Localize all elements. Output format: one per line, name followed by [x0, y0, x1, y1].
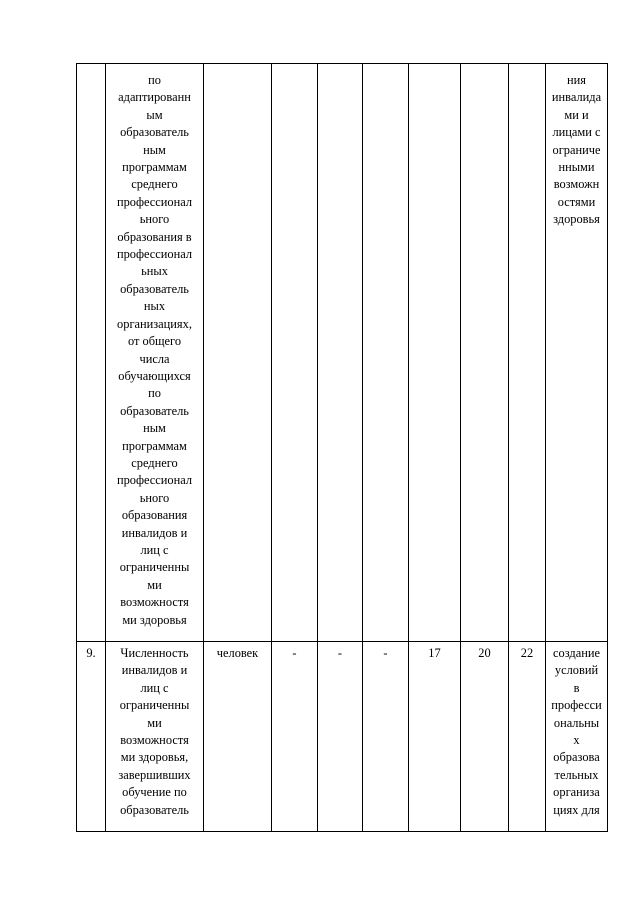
- value-cell: [409, 64, 461, 642]
- unit: человек: [216, 646, 259, 660]
- unit-cell: [204, 64, 272, 642]
- indicator-name: по адаптированн ым образователь ным программам среднего профессионал ьного образования в профессионал ьных образователь ных организациях, от общего числа обучающихся по образователь ным программам среднего профессионал ьного образования инвалидов и лиц с ограниченны ми возможностя ми здоровья: [116, 73, 193, 627]
- value: -: [383, 646, 388, 660]
- value-cell: [272, 64, 318, 642]
- unit: [204, 64, 271, 72]
- value-cell: [363, 642, 409, 832]
- table-row: [77, 642, 608, 832]
- value-cell: [363, 64, 409, 642]
- row-number: 9.: [86, 646, 96, 660]
- note: ния инвалида ми и лицами с ограниче нными возможн остями здоровья: [551, 73, 602, 227]
- indicator-name: Численность инвалидов и лиц с ограниченны ми возможностя ми здоровья, завершивших обучение по образователь: [118, 646, 191, 817]
- value-cell: [272, 642, 318, 832]
- note-cell: [546, 642, 608, 832]
- value-cell: [409, 642, 461, 832]
- value: -: [292, 646, 297, 660]
- value: -: [337, 646, 343, 660]
- value: [318, 64, 362, 72]
- value: [509, 64, 545, 72]
- value: [461, 64, 508, 72]
- value: [409, 64, 460, 72]
- table-row: [77, 64, 608, 642]
- value-cell: [461, 642, 509, 832]
- value-cell: [461, 64, 509, 642]
- note-cell: [546, 64, 608, 642]
- value-cell: [318, 642, 363, 832]
- value-cell: [509, 642, 546, 832]
- row-number: [77, 64, 105, 67]
- value: 22: [520, 646, 534, 660]
- indicator-name-cell: [106, 64, 204, 642]
- value: 17: [428, 646, 441, 660]
- note: создание условий в професси ональны х образова тельных организа циях для: [551, 646, 602, 817]
- row-number-cell: [77, 64, 106, 642]
- row-number-cell: [77, 642, 106, 832]
- indicator-table: [76, 63, 608, 832]
- value: 20: [478, 646, 491, 660]
- value: [272, 64, 317, 72]
- indicator-name-cell: [106, 642, 204, 832]
- unit-cell: [204, 642, 272, 832]
- value: [363, 64, 408, 72]
- value-cell: [509, 64, 546, 642]
- value-cell: [318, 64, 363, 642]
